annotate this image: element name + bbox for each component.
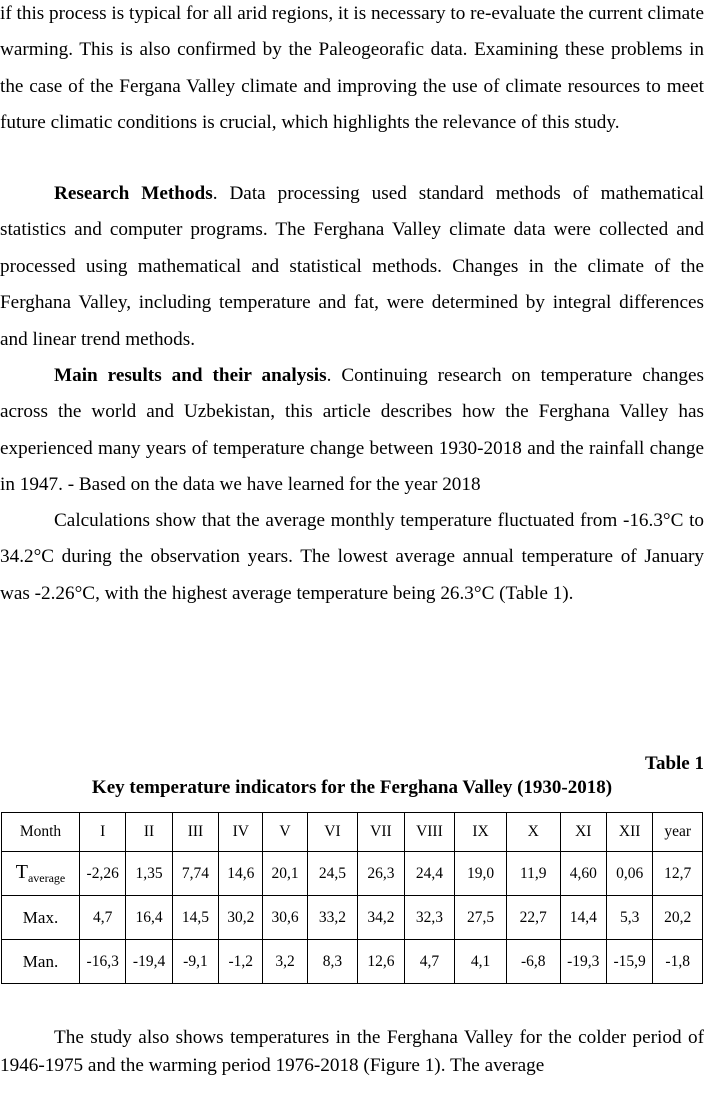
table-cell: 26,3 [358,852,404,896]
header-cell: VII [358,813,404,852]
table-row [2,852,703,896]
table-title: Key temperature indicators for the Ferghana Valley (1930-2018) [91,777,613,798]
table-cell: 16,4 [126,896,172,940]
table-label: Table 1 [645,753,704,774]
table-cell: 19,0 [455,852,507,896]
table-cell: 27,5 [455,896,507,940]
row-label-sub: average [27,871,66,885]
paragraph-calculations [0,503,704,612]
table-cell: 8,3 [307,940,358,984]
table-cell: 30,6 [263,896,307,940]
calculations-text: Calculations show that the average monthly temperature fluctuated from -16.3°C to 34.2°C during the observation years. The lowest average annual temperature of January was -2.26°C, with the highest average temperature being 26.3°C (Table 1). [0,510,704,604]
table-cell: 4,60 [560,852,606,896]
table-cell: 11,9 [506,852,560,896]
row-label [2,852,80,896]
table-row [2,896,703,940]
header-cell: IX [455,813,507,852]
table-cell: 14,6 [219,852,263,896]
table-cell: -19,3 [560,940,606,984]
table-cell: 22,7 [506,896,560,940]
header-cell: XII [606,813,652,852]
table-cell: 30,2 [219,896,263,940]
header-cell: VIII [404,813,455,852]
table-cell: 14,5 [172,896,218,940]
study-text: The study also shows temperatures in the Ferghana Valley for the colder period of 1946-1975 and the warming period 1976-2018 (Figure 1). The average [0,1027,704,1076]
table-cell: 12,7 [653,852,703,896]
table-cell: 12,6 [358,940,404,984]
table-cell: 3,2 [263,940,307,984]
research-methods-heading: Research Methods [54,183,213,204]
paragraph-main-results [0,358,704,504]
table-cell: -16,3 [80,940,126,984]
research-methods-text: . Data processing used standard methods of mathematical statistics and computer programs. The Ferghana Valley climate data were collected and processed using mathematical and statistical methods. Changes in the climate of the Ferghana Valley, including temperature and fat, were determined by integral differences and linear trend methods. [0,183,704,350]
table-cell: -1,2 [219,940,263,984]
header-cell-month: Month [2,813,80,852]
paragraph-study-colder-period [0,1024,704,1080]
main-results-heading: Main results and their analysis [54,365,327,386]
header-cell: III [172,813,218,852]
header-cell: V [263,813,307,852]
paragraph-intro: if this process is typical for all arid regions, it is necessary to re-evaluate the current climate warming. This is also confirmed by the Paleogeorafic data. Examining these problems in the case of the Fergana Valley climate and improving the use of climate resources to meet future climatic conditions is crucial, which highlights the relevance of this study. [0,3,704,134]
table-cell: -2,26 [80,852,126,896]
header-cell: VI [307,813,358,852]
header-cell: IV [219,813,263,852]
table-cell: -15,9 [606,940,652,984]
table-cell: -6,8 [506,940,560,984]
table-cell: 4,7 [80,896,126,940]
row-label-main: Max. [22,907,59,927]
row-label [2,940,80,984]
table-cell: 0,06 [606,852,652,896]
header-cell: X [506,813,560,852]
temperature-table [1,812,703,984]
header-cell: XI [560,813,606,852]
header-cell: year [653,813,703,852]
table-cell: 14,4 [560,896,606,940]
table-cell: 4,7 [404,940,455,984]
table-cell: 33,2 [307,896,358,940]
row-label [2,896,80,940]
paragraph-research-methods [0,176,704,358]
table-header-row [2,813,703,852]
table-row [2,940,703,984]
table-cell: 4,1 [455,940,507,984]
table-cell: 24,5 [307,852,358,896]
table-cell: 20,2 [653,896,703,940]
table-cell: -1,8 [653,940,703,984]
table-cell: 34,2 [358,896,404,940]
table-cell: 1,35 [126,852,172,896]
table-cell: 32,3 [404,896,455,940]
table-cell: -9,1 [172,940,218,984]
table-cell: 20,1 [263,852,307,896]
table-cell: -19,4 [126,940,172,984]
row-label-main: T [15,861,28,883]
table-cell: 24,4 [404,852,455,896]
main-results-text: . Continuing research on temperature changes across the world and Uzbekistan, this article describes how the Ferghana Valley has experienced many years of temperature change between 1930-2018 and the rainfall change in 1947. - Based on the data we have learned for the year 2018 [0,365,704,496]
row-label-main: Man. [22,951,59,971]
table-cell: 5,3 [606,896,652,940]
table-cell: 7,74 [172,852,218,896]
header-cell: II [126,813,172,852]
header-cell: I [80,813,126,852]
